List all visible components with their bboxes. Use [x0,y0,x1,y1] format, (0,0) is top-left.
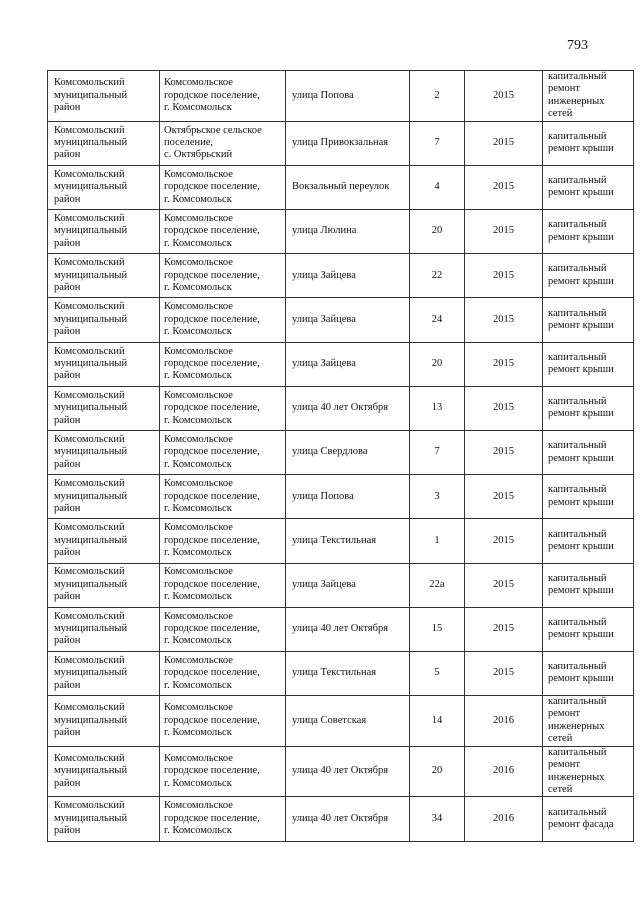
settlement-cell: Комсомольское городское поселение, г. Комсомольск [160,475,286,519]
year-cell: 2015 [465,651,543,695]
street-cell: улица Текстильная [286,519,410,563]
district-cell: Комсомольский муниципальный район [48,165,160,209]
house-number-cell: 20 [410,746,465,797]
district-cell: Комсомольский муниципальный район [48,298,160,342]
year-cell: 2015 [465,430,543,474]
year-cell: 2016 [465,797,543,841]
settlement-cell: Комсомольское городское поселение, г. Комсомольск [160,71,286,122]
work-type-cell: капитальный ремонт крыши [543,519,634,563]
year-cell: 2015 [465,342,543,386]
work-type-cell: капитальный ремонт инженерных сетей [543,746,634,797]
table-row [48,210,634,254]
district-cell: Комсомольский муниципальный район [48,746,160,797]
year-cell: 2015 [465,254,543,298]
work-type-cell: капитальный ремонт крыши [543,342,634,386]
house-number-cell: 13 [410,386,465,430]
work-type-cell: капитальный ремонт крыши [543,298,634,342]
street-cell: улица 40 лет Октября [286,746,410,797]
year-cell: 2015 [465,210,543,254]
year-cell: 2015 [465,607,543,651]
table-row [48,254,634,298]
house-number-cell: 3 [410,475,465,519]
street-cell: улица Привокзальная [286,121,410,165]
settlement-cell: Комсомольское городское поселение, г. Комсомольск [160,797,286,841]
house-number-cell: 20 [410,342,465,386]
settlement-cell: Комсомольское городское поселение, г. Комсомольск [160,254,286,298]
table-row [48,165,634,209]
table-row [48,121,634,165]
table-row [48,430,634,474]
settlement-cell: Комсомольское городское поселение, г. Комсомольск [160,746,286,797]
street-cell: улица Зайцева [286,563,410,607]
year-cell: 2015 [465,121,543,165]
year-cell: 2015 [465,165,543,209]
year-cell: 2015 [465,519,543,563]
district-cell: Комсомольский муниципальный район [48,210,160,254]
settlement-cell: Комсомольское городское поселение, г. Комсомольск [160,696,286,747]
table-row [48,563,634,607]
table-row [48,696,634,747]
district-cell: Комсомольский муниципальный район [48,475,160,519]
street-cell: улица Попова [286,71,410,122]
district-cell: Комсомольский муниципальный район [48,386,160,430]
house-number-cell: 22 [410,254,465,298]
house-number-cell: 22а [410,563,465,607]
year-cell: 2016 [465,746,543,797]
year-cell: 2015 [465,475,543,519]
street-cell: улица Попова [286,475,410,519]
street-cell: улица Зайцева [286,298,410,342]
work-type-cell: капитальный ремонт крыши [543,254,634,298]
settlement-cell: Комсомольское городское поселение, г. Комсомольск [160,651,286,695]
settlement-cell: Комсомольское городское поселение, г. Комсомольск [160,386,286,430]
work-type-cell: капитальный ремонт крыши [543,430,634,474]
street-cell: улица Зайцева [286,254,410,298]
district-cell: Комсомольский муниципальный район [48,519,160,563]
settlement-cell: Комсомольское городское поселение, г. Комсомольск [160,298,286,342]
settlement-cell: Комсомольское городское поселение, г. Комсомольск [160,210,286,254]
house-number-cell: 34 [410,797,465,841]
house-number-cell: 24 [410,298,465,342]
street-cell: Вокзальный переулок [286,165,410,209]
table-row [48,298,634,342]
street-cell: улица 40 лет Октября [286,797,410,841]
work-type-cell: капитальный ремонт крыши [543,651,634,695]
work-type-cell: капитальный ремонт крыши [543,386,634,430]
table-row [48,607,634,651]
district-cell: Комсомольский муниципальный район [48,797,160,841]
district-cell: Комсомольский муниципальный район [48,342,160,386]
house-number-cell: 5 [410,651,465,695]
house-number-cell: 14 [410,696,465,747]
district-cell: Комсомольский муниципальный район [48,430,160,474]
work-type-cell: капитальный ремонт крыши [543,121,634,165]
house-number-cell: 15 [410,607,465,651]
table-row [48,797,634,841]
settlement-cell: Октябрьское сельское поселение, с. Октябрьский [160,121,286,165]
work-type-cell: капитальный ремонт крыши [543,563,634,607]
table-row [48,386,634,430]
district-cell: Комсомольский муниципальный район [48,254,160,298]
settlement-cell: Комсомольское городское поселение, г. Комсомольск [160,342,286,386]
settlement-cell: Комсомольское городское поселение, г. Комсомольск [160,607,286,651]
house-number-cell: 4 [410,165,465,209]
street-cell: улица Зайцева [286,342,410,386]
street-cell: улица Текстильная [286,651,410,695]
district-cell: Комсомольский муниципальный район [48,607,160,651]
table-row [48,342,634,386]
work-type-cell: капитальный ремонт инженерных сетей [543,696,634,747]
work-type-cell: капитальный ремонт крыши [543,165,634,209]
page-number: 793 [567,38,588,53]
work-type-cell: капитальный ремонт инженерных сетей [543,71,634,122]
district-cell: Комсомольский муниципальный район [48,563,160,607]
house-number-cell: 20 [410,210,465,254]
district-cell: Комсомольский муниципальный район [48,121,160,165]
settlement-cell: Комсомольское городское поселение, г. Комсомольск [160,519,286,563]
house-number-cell: 7 [410,430,465,474]
year-cell: 2015 [465,298,543,342]
table-row [48,746,634,797]
settlement-cell: Комсомольское городское поселение, г. Комсомольск [160,165,286,209]
work-type-cell: капитальный ремонт крыши [543,475,634,519]
year-cell: 2015 [465,71,543,122]
table-row [48,475,634,519]
work-type-cell: капитальный ремонт фасада [543,797,634,841]
house-number-cell: 7 [410,121,465,165]
settlement-cell: Комсомольское городское поселение, г. Комсомольск [160,430,286,474]
table-row [48,71,634,122]
work-type-cell: капитальный ремонт крыши [543,607,634,651]
work-type-cell: капитальный ремонт крыши [543,210,634,254]
street-cell: улица 40 лет Октября [286,386,410,430]
street-cell: улица Люлина [286,210,410,254]
house-number-cell: 1 [410,519,465,563]
district-cell: Комсомольский муниципальный район [48,696,160,747]
district-cell: Комсомольский муниципальный район [48,71,160,122]
house-number-cell: 2 [410,71,465,122]
year-cell: 2015 [465,386,543,430]
street-cell: улица Советская [286,696,410,747]
table-row [48,519,634,563]
street-cell: улица Свердлова [286,430,410,474]
settlement-cell: Комсомольское городское поселение, г. Комсомольск [160,563,286,607]
year-cell: 2016 [465,696,543,747]
district-cell: Комсомольский муниципальный район [48,651,160,695]
street-cell: улица 40 лет Октября [286,607,410,651]
year-cell: 2015 [465,563,543,607]
housing-repair-table [47,70,634,842]
table-row [48,651,634,695]
